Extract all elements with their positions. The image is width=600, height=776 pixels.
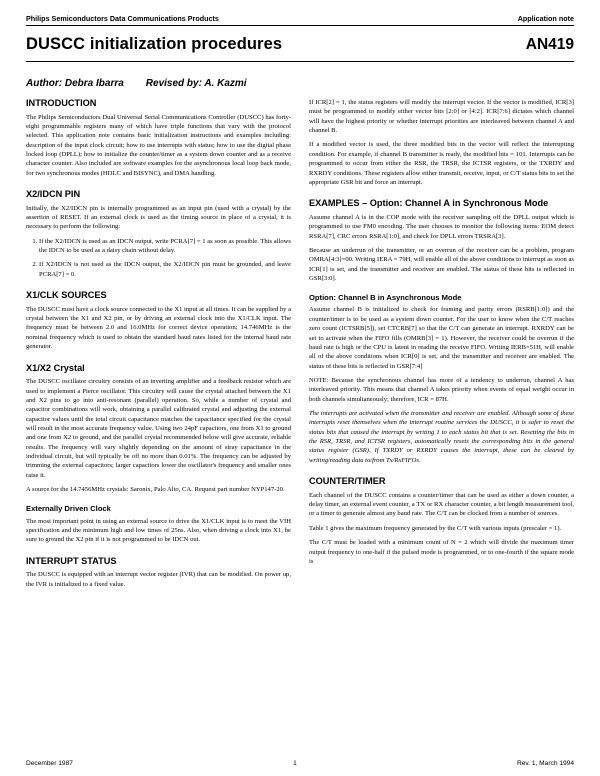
header-rule — [26, 25, 574, 26]
channel-b-note: NOTE: Because the synchronous channel has more of a tendency to underrun, channel A has interleaved priority. This means that channel A takes priority when events of equal weight occur in both channels simultaneously; therefore, ICR = 87H. — [309, 376, 574, 403]
heading-introduction: INTRODUCTION — [26, 98, 97, 108]
heading-x1-x2-crystal: X1/X2 Crystal — [26, 362, 85, 373]
title-rule — [26, 61, 574, 62]
heading-examples-channel-a: EXAMPLES – Option: Channel A in Synchronous Mode — [309, 198, 549, 209]
x1-x2-crystal-paragraph-2: A source for the 14.7456MHz crystals: Saronix, Palo Alto, CA. Request part number NYP147-20. — [26, 486, 285, 494]
header-right-text: Application note — [517, 14, 574, 23]
heading-interrupt-status: INTERRUPT STATUS — [26, 555, 117, 566]
byline — [26, 78, 574, 89]
x2-idcn-intro: Initially, the X2/IDCN pin is internally programmed as an input pin (used with a crystal) by the assertion of RESET. If an external clock is used as the timing source in place of a crystal, it is necessary to perform the following: — [26, 204, 291, 231]
left-column — [26, 98, 291, 594]
byline-author: Author: Debra Ibarra — [26, 78, 124, 89]
heading-x2-idcn-pin: X2/IDCN PIN — [26, 189, 81, 200]
x1-x2-crystal-paragraph-1: The DUSCC oscillator circuitry consists of an inverting amplifier and a feedback resistor which are used to implement a Pierce oscillator. This circuitry will cause the crystal attached between the X1 and X2 pins to go into anti-resonant (parallel) operation. So, while a number of crystal and capacitor combinations will work, obtaining a parallel calibrated crystal and adjusting the external capacitor values until the total circuit capacitance matches the capacitance specified for the crystal will result in the most accurate frequency value. Using two 24pF capacitors, one from X1 to ground and one from X2 to ground, and the parallel crystal recommended below will give accurate, reliable results. The frequency will vary slightly depending on the amount of stray capacitance in the individual circuit, but will typically be off no more than 0.01%. The frequency can be adjusted by trimming the external capacitors; larger capacitors lower the oscillator's frequency and smaller ones raise it. — [26, 378, 291, 479]
examples-paragraph-1: Assume channel A is in the COP mode with the receiver sampling off the DPLL output which is programmed to use FM0 encoding. The user chooses to monitor the following items: EOM detect RSRA[7], CRC errors RSRA[1:0], and check for DPLL errors TRSRA[3]. — [309, 213, 574, 240]
page-header — [26, 14, 574, 25]
title-row — [26, 35, 574, 54]
list-item: 2. If X2/IDCN is not used as the IDCN output, the X2/IDCN pin must be grounded, and leave PCRA[7] = 0. — [39, 260, 291, 279]
heading-externally-driven-clock: Externally Driven Clock — [26, 504, 111, 514]
counter-timer-paragraph-1: Each channel of the DUSCC contains a counter/timer that can be used as either a down counter, a delay timer, an external event counter, a TX or RX character counter, a bit length measurement tool, or a timer to generate almost any baud rate. The C/T can be clocked from a number of sources. — [309, 491, 574, 518]
x1-clk-paragraph-1: The DUSCC must have a clock source connected to the X1 input at all times. It can be supplied by a crystal between the X1 and X2 pin, or by driving an external clock into the X1/CLK input. The frequency must be between 2.0 and 16.0MHz for correct device operation; 14.746MHz is the nominal frequency which is used to obtain the standard baud rates listed for the internal baud rate generator. — [26, 305, 291, 351]
channel-b-paragraph-3: The interrupts are activated when the transmitter and receiver are enabled. Although some of these interrupts reset themselves when the interrupt routine services the DUSCC, it is safer to reset the status bits that caused the interrupt by writing 1 to each status bit that is set. Resetting the bits in the RSR, TRSR, and ICTSR registers, automatically resets the corresponding bits in the general status register (GSR). If TXRDY or RXRDY causes the interrupt, these can be cleared by writing/reading data to/from Tx/RxFIFOs. — [309, 410, 574, 464]
x2-idcn-steps — [26, 237, 291, 279]
byline-revised-by: Revised by: A. Kazmi — [145, 78, 247, 89]
header-left-text: Philips Semiconductors Data Communications Products — [26, 14, 219, 23]
right-column — [309, 98, 574, 571]
examples-paragraph-2: Because an underrun of the transmitter, or an overrun of the receiver can be a problem, program OMRA[4:3]=00. Writing IERA = 79H, will enable all of the above conditions to interrupt as soon as ICR[1] is set, and the transmitter and receiver are enabled. The status of these bits is reflected in GSR[3:0]. — [309, 246, 574, 282]
body-columns — [26, 98, 574, 594]
footer-date: December 1987 — [26, 760, 73, 767]
list-item: 1. If the X2/IDCN is used as an IDCN output, write PCRA[7] = 1 as soon as possible. This allows the IDCN to be used as a daisy chain without delay. — [39, 237, 291, 256]
ext-clock-paragraph-1: The most important point in using an external source to drive the X1/CLK input is to meet the VIH specification and the minimum high and low times of 25ns. Also, when driving a clock into X1, be sure to ground the X2 pin if it is not programmed to be IDCN out. — [26, 517, 291, 544]
footer-revision: Rev. 1, March 1994 — [516, 760, 574, 767]
introduction-paragraph-1: The Philips Semiconductors Dual Universal Serial Communications Controller (DUSCC) has forty-eight programmable registers many of which have triple functions that vary with the protocol selected. This application note contains basic initialization instructions and examples including: description of the input clock circuit; how to use interrupts with status; how to use the digital phase locked loop (DPLL); how to initialize the counter/timer as a system down counter and as a receive character counter. Also included are software examples for the asynchronous local loop back mode, for two synchronous modes (HDLC and BISYNC), and DMA handling. — [26, 113, 291, 177]
channel-b-paragraph-1: Assume channel B is initialized to check for framing and parity errors (RSRB[1:0]) and the counter/timer is to be used as a system down counter. For the user to know when the C/T reaches zero count (ICTSRB[5]), set CTCRB[7] so that the C/T can generate an interrupt. RXRDY can be set to activate when the FIFO fills (OMRB[3] = 1). However, the receiver could be overrun if the baud rate is high or the CPU is latent in reading the receive FIFO. Writing IERB=51H, will enable all of the above conditions when ICR[0] is set, and the transmitter and receiver are enabled. The status of these bits is reflected in GSR[7:4] — [309, 306, 574, 370]
page-footer — [26, 760, 574, 767]
footer-page-number: 1 — [293, 760, 297, 767]
application-note-number: AN419 — [525, 36, 574, 53]
counter-timer-paragraph-3: The C/T must be loaded with a minimum count of N = 2 which will divide the maximum timer output frequency to one-half if the pulsed mode is programmed, or to one-fourth if the square mode is — [309, 539, 574, 565]
icr-paragraph-2: If a modified vector is used, the three modified bits in the vector will reflect the interrupting condition. For example, if channel B transmitter is ready, the modified bits = 101. Interrupts can be programmed to occur from either the RSR, the TRSR, the ICTSR registers, or the TXRDY and RXRDY conditions. These registers allow either transmit, receive, input, or C/T status bits to set the appropriate GSR bit and force an interrupt. — [309, 141, 574, 186]
icr-paragraph-1: If ICR[2] = 1, the status registers will modify the interrupt vector. If the vector is modified, ICR[3] must be programmed to modify either vector bits [2:0] or [4:2]. ICR[7:6] dictates which channel will have the highest priority or whether interrupt priorities are interleaved between channel A and channel B. — [309, 99, 574, 135]
heading-counter-timer: COUNTER/TIMER — [309, 476, 386, 487]
heading-x1-clk-sources: X1/CLK SOURCES — [26, 290, 107, 301]
heading-channel-b-async: Option: Channel B in Asynchronous Mode — [309, 293, 462, 303]
interrupt-status-paragraph-1: The DUSCC is equipped with an interrupt vector register (IVR) that can be modified. On power up, the IVR is initialized to a fixed value. — [26, 571, 291, 588]
page-title: DUSCC initialization procedures — [26, 35, 283, 53]
counter-timer-paragraph-2: Table 1 gives the maximum frequency generated by the C/T with various inputs (prescaler = 1). — [309, 524, 562, 532]
